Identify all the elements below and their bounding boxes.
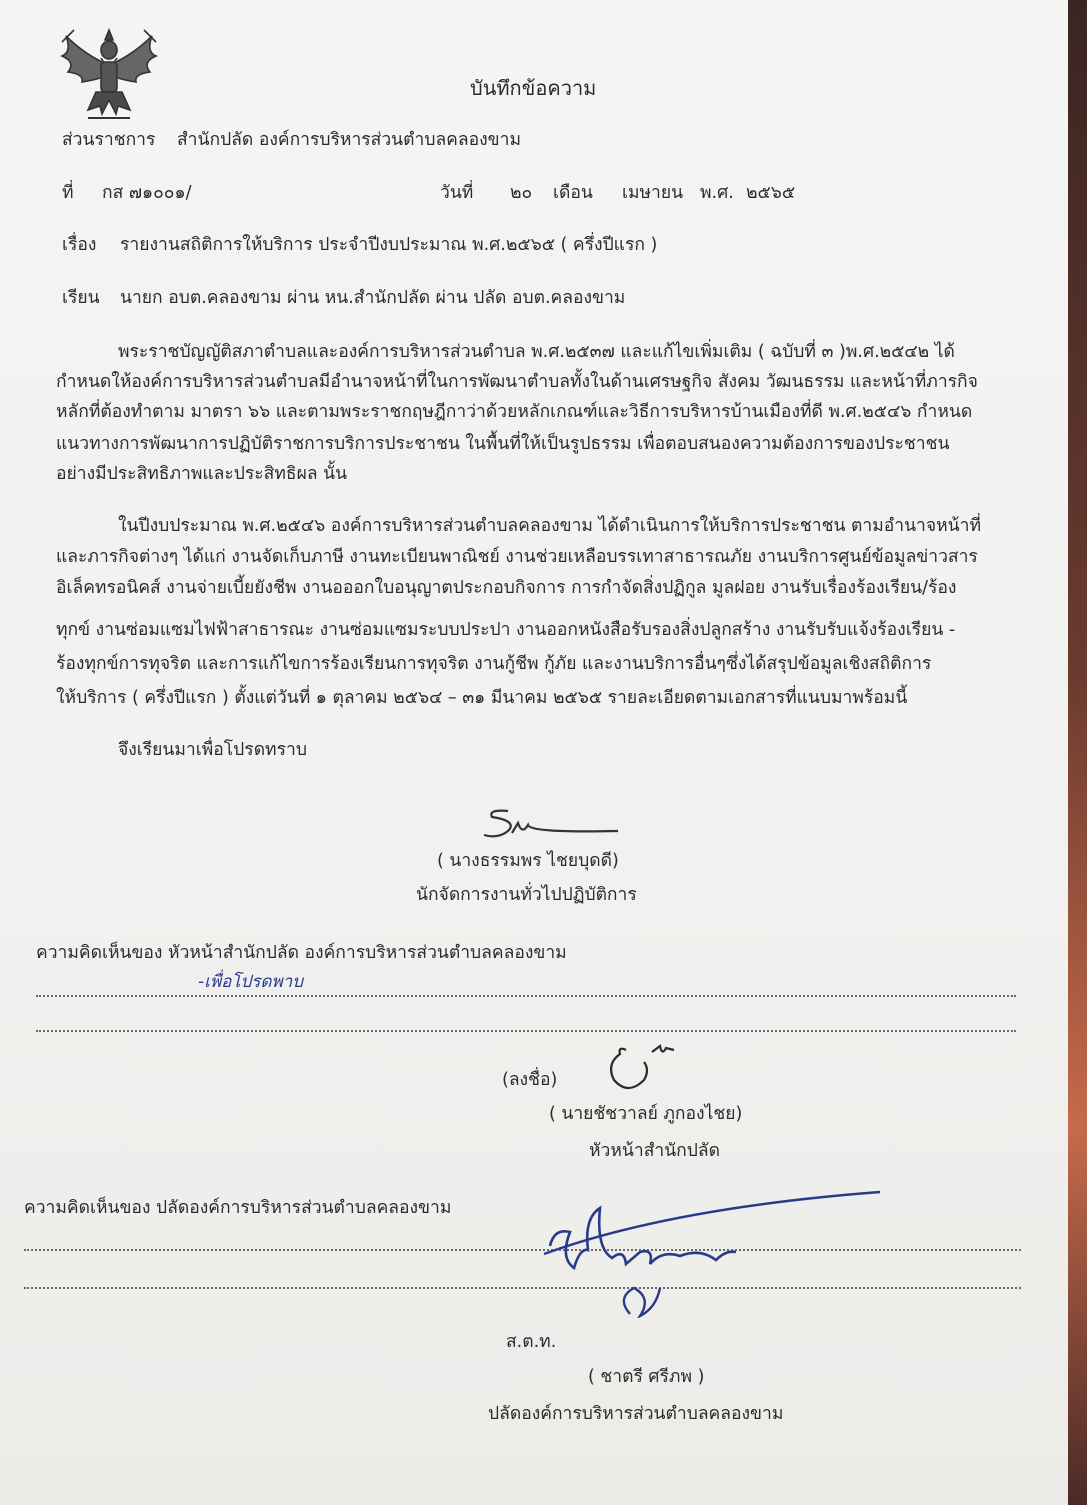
addressee-value: นายก อบต.คลองขาม ผ่าน หน.สำนักปลัด ผ่าน ปลัด อบต.คลองขาม (120, 288, 626, 308)
opinion-1-handwritten-note: -เพื่อโปรดพาบ (198, 972, 303, 992)
date-day: ๒๐ (510, 183, 533, 203)
opinion-1-signer-position: หัวหน้าสำนักปลัด (589, 1141, 720, 1161)
month-label: เดือน (553, 183, 593, 203)
body-paragraph-2-line: ในปีงบประมาณ พ.ศ.๒๕๔๖ องค์การบริหารส่วนตำบลคลองขาม ได้ดำเนินการให้บริการประชาชน ตามอำนาจหน้าที่ (118, 516, 982, 536)
opinion-2-heading: ความคิดเห็นของ ปลัดองค์การบริหารส่วนตำบลคลองขาม (24, 1198, 452, 1218)
opinion-1-dotted-line (36, 995, 1016, 997)
agency-value: สำนักปลัด องค์การบริหารส่วนตำบลคลองขาม (177, 130, 521, 150)
body-paragraph-2-line: ทุกข์ งานซ่อมแซมไฟฟ้าสาธารณะ งานซ่อมแซมระบบประปา งานออกหนังสือรับรองสิ่งปลูกสร้าง งานรับรับแจ้งร้องเรียน - (56, 620, 956, 640)
body-paragraph-1-line: พระราชบัญญัติสภาตำบลและองค์การบริหารส่วนตำบล พ.ศ.๒๕๓๗ และแก้ไขเพิ่มเติม ( ฉบับที่ ๓ )พ.ศ.๒๕๔๒ ได้ (118, 342, 955, 362)
acting-rank-label: ส.ต.ท. (506, 1332, 557, 1352)
garuda-emblem-icon (52, 22, 167, 122)
year-value: ๒๕๖๕ (746, 183, 796, 203)
signer-1-position: นักจัดการงานทั่วไปปฏิบัติการ (416, 885, 637, 905)
memo-title: บันทึกข้อความ (470, 76, 597, 100)
body-paragraph-1-line: กำหนดให้องค์การบริหารส่วนตำบลมีอำนาจหน้าที่ในการพัฒนาตำบลทั้งในด้านเศรษฐกิจ สังคม วัฒนธรรม และหน้าที่ภารกิจ (56, 372, 978, 392)
body-paragraph-2-line: อิเล็คทรอนิคส์ งานจ่ายเบี้ยยังชีพ งานอออกใบอนุญาตประกอบกิจการ การกำจัดสิ่งปฏิกูล มูลฝอย งานรับเรื่องร้องเรียน/ร้อง (56, 578, 957, 598)
signature-2-icon (604, 1040, 684, 1100)
opinion-1-signer-name: ( นายชัชวาลย์ ภูกองไชย) (549, 1104, 743, 1124)
subject-value: รายงานสถิติการให้บริการ ประจำปีงบประมาณ พ.ศ.๒๕๖๕ ( ครึ่งปีแรก ) (120, 235, 658, 255)
reference-label: ที่ (62, 183, 74, 203)
signer-1-name: ( นางธรรมพร ไชยบุดดี) (437, 851, 619, 871)
body-paragraph-1-line: แนวทางการพัฒนาการปฏิบัติราชการบริการประชาชน ในพื้นที่ให้เป็นรูปธรรม เพื่อตอบสนองความต้องการของประชาชน (56, 434, 950, 454)
signature-1-icon (478, 805, 628, 850)
month-value: เมษายน (622, 183, 684, 203)
body-paragraph-2-line: ให้บริการ ( ครึ่งปีแรก ) ตั้งแต่วันที่ ๑ ตุลาคม ๒๕๖๔ – ๓๑ มีนาคม ๒๕๖๕ รายละเอียดตามเอกสารที่แนบมาพร้อมนี้ (56, 688, 908, 708)
opinion-1-dotted-line (36, 1030, 1016, 1032)
sign-label: (ลงชื่อ) (502, 1070, 558, 1090)
body-paragraph-2-line: ร้องทุกข์การทุจริต และการแก้ไขการร้องเรียนการทุจริต งานกู้ชีพ กู้ภัย และงานบริการอื่นๆซึ่งได้สรุปข้อมูลเชิงสถิติการ (56, 654, 932, 674)
year-label: พ.ศ. (700, 183, 734, 203)
body-paragraph-2-line: และภารกิจต่างๆ ได้แก่ งานจัดเก็บภาษี งานทะเบียนพาณิชย์ งานช่วยเหลือบรรเทาสาธารณภัย งานบริการศูนย์ข้อมูลข่าวสาร (56, 547, 978, 567)
opinion-2-signer-position: ปลัดองค์การบริหารส่วนตำบลคลองขาม (488, 1404, 784, 1424)
reference-number: กส ๗๑๐๐๑/ (102, 183, 192, 203)
opinion-2-signer-name: ( ชาตรี ศรีภพ ) (588, 1367, 705, 1387)
body-paragraph-1-line: อย่างมีประสิทธิภาพและประสิทธิผล นั้น (56, 464, 348, 484)
handwritten-note-2-icon (530, 1188, 890, 1318)
subject-label: เรื่อง (62, 235, 97, 255)
closing-line: จึงเรียนมาเพื่อโปรดทราบ (118, 740, 307, 760)
opinion-1-heading: ความคิดเห็นของ หัวหน้าสำนักปลัด องค์การบริหารส่วนตำบลคลองขาม (36, 943, 567, 963)
background-edge (1068, 0, 1087, 1505)
body-paragraph-1-line: หลักที่ต้องทำตาม มาตรา ๖๖ และตามพระราชกฤษฎีกาว่าด้วยหลักเกณฑ์และวิธีการบริหารบ้านเมืองที่ดี พ.ศ.๒๕๔๖ กำหนด (56, 402, 973, 422)
agency-label: ส่วนราชการ (62, 130, 156, 150)
date-label: วันที่ (440, 183, 474, 203)
addressee-label: เรียน (62, 288, 100, 308)
